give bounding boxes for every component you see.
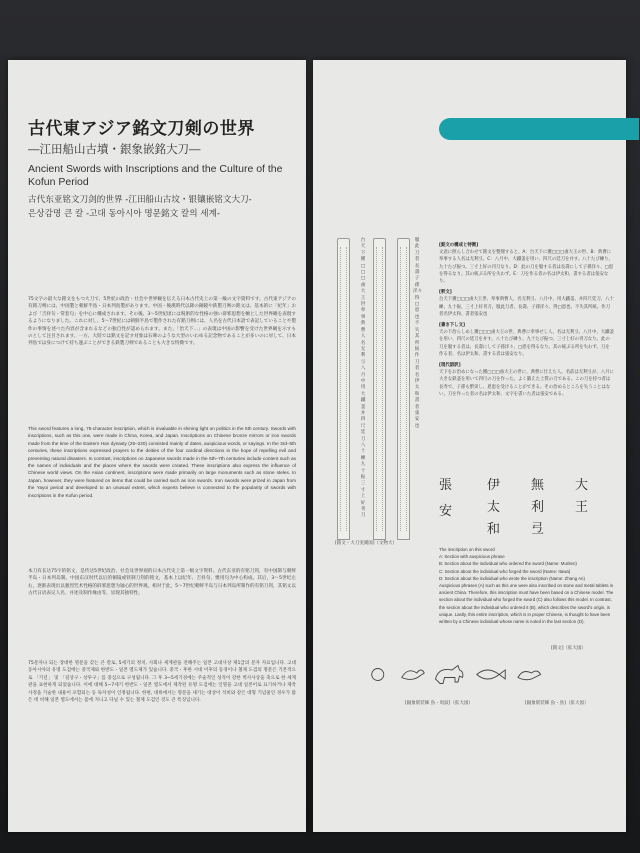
char-wa: 和 (487, 522, 501, 537)
notes-heading-transcription: [釈文] (439, 290, 452, 296)
char-i: 伊 (487, 478, 501, 493)
title-korean: 은상감명 큰 칼 -고대 동아시아 명문銘文 칼의 세계- (28, 209, 220, 219)
bird-figure-icon (402, 670, 425, 679)
inscription-column-front: 台天下獲□□□鹵大王世奉事典曹人名无利弖八月中用大鐵釜并四尺廷刀八十練九十振三寸上好刊刀 (360, 238, 366, 519)
char-dai: 大 (575, 478, 589, 493)
enlarged-characters (433, 474, 605, 544)
char-zhang: 張 (439, 478, 453, 493)
inscription-column-back: 服此刀者長壽子孫洋々得□恩也不失其所統作刀者名伊太和書者張安也 (413, 238, 423, 429)
title-chinese: 古代东亚铭文刀剑的世界 -江田船山古坟・银镶嵌铭文大刀- (28, 195, 252, 205)
notes-english-heading: The inscription on this sword (439, 547, 495, 552)
notes-heading-reading: [書き下し文] (439, 323, 465, 329)
sword-drawing-side (373, 238, 386, 540)
page-title: 古代東アジア銘文刀剣の世界 (28, 119, 255, 139)
sword-drawing-back (397, 238, 410, 540)
char-te: 弖 (531, 522, 545, 537)
notes-text-reading: 天の下治らしめし獲□□□鹵大王の世、典曹に奉事せし人、名は无利弖、八月中、大鐵釜を用い、四尺の廷刀を并す。八十たび練り、九十たび振つ。三寸上好の刊刀なり。此の刀を服する者は、長壽にして子孫洋々、□恩を得るなり。其の統ぶる所を失わず。刀を作る者、名は伊太和、書する者は張安なり。 (439, 330, 614, 357)
notes-english (439, 546, 614, 630)
description-chinese: 本刀有长达75字的铭文，是传达5世纪政治、社会及世界观的日本古代史上第一级文字资料。古代东亚的有铭刀剑，有中国制与朝鲜半岛・日本列岛制。中国东汉时代以后的铜镜或铁制刀剑的铭文，基本上以纪年、吉祥句、惯用句为中心构成。其后，3〜5世纪左右，逐渐表现出以强烈咒术性格的辟邪思想为轴心的世界观。相对于此，5〜7世纪朝鲜半岛与日本列岛所制作的有铭刀剑，其铭文以古代日语表记人名，并述及制作缘由等，显现其独特性。 (28, 569, 296, 597)
inscription-panel (313, 60, 626, 832)
notes-heading-structure: [銘文の構成と特徴] (439, 243, 479, 248)
char-an: 安 (439, 504, 453, 519)
description-english: This sword features a long, 75-character inscription, which is invaluable in shining light on politics in the 5th century. Swords with inscriptions, such as this one, were made in China, Korea, and Japan. Inscriptions on Chinese bronze mirrors or iron swords made from the time of the Eastern Han dynasty (25–220) consisted mainly of dates, auspicious words, or sayings. In the 3rd–5th centuries, these inscriptions expressed prayers to the deities of the four cardinal directions in the hope of repelling evil and preventing natural disasters. In contrast, inscriptions on Japanese swords made in the 5th–7th centuries include content such as the names of individuals and the places where the swords were created. These inscriptions also express the influence of Chinese world views. On the Asian continent, inscriptions were made primarily on large monuments such as stone steles. In Japan, however, they were featured on items that could be carried such as iron swords. Iron swords were prized in Japan from the Yayoi period and developed to an unusual extent, which experts believe is connected to the popularity of swords with inscriptions in the Kofun period. (28, 426, 296, 498)
notes-english-d: D: Section about the individual who wrote the inscription (Name: Zhang An) (439, 575, 585, 581)
silver-inlay-frieze (343, 658, 573, 688)
intro-panel (8, 60, 306, 832)
caption-sword-drawing: [銘文・大刀実測図]（文物大） (335, 541, 398, 546)
notes-text-translation: 天下をお治めになった獲□□□鹵大王の世に、典曹に仕えた人、名前は无利弖が、八月に大きな鉄釜を用いて四尺の刀を作った。よく鍛えた上質の刀である。この刀を持つ者は長寿で、子孫も繁栄し、恩恵を受けることができる。その治めるところを失うことはない。刀を作った者の名は伊太和、文字を書いた者は張安である。 (439, 370, 614, 397)
sword-drawing-front (337, 238, 350, 540)
notes-english-a: A: Section with auspicious phrase (439, 554, 505, 560)
notes-english-c: C: Section about the individual who forged the sword (Name: Itawa) (439, 568, 571, 574)
title-english: Ancient Swords with Inscriptions and the Culture of the Kofun Period (28, 163, 283, 188)
caption-enlarged-characters: [銘文]（拡大図） (551, 646, 587, 651)
notes-text-structure: 文意に照らし合わせて銘文を整理すると、A：台天下に獲□□□鹵大王の世、B：典曹に奉事する人名は无利弖、C：八月中、大鐵釜を用い、四尺の廷刀を并す。八十たび練り、九十たび振つ。三寸上好の刊刀なり。D：此の刀を服する者は長壽にして子孫洋々、□恩を得るなり。其の統ぶる所を失わず。E：刀を作る者の名は伊太和、書する者は張安なり。 (439, 250, 614, 285)
description-korean: 75문자나 되는 장대한 명문을 갖는 큰 칼로, 5세기의 정치, 사회나 세계관을 전해주는 일본 고대사상 제1급의 문자 자료입니다. 고대 동아시아의 유명 도검에는 중국제와 한반도・일본 열도제가 있습니다. 중국・후한 시대 이후의 동경이나 철제 도검의 명문은 기본적으로 「기년」 및 「길상구・상투구」를 중심으로 구성됩니다. 그 후 3~5세기경에는 주술적인 성격이 강한 벽사사상을 축으로 한 세계관을 표현하게 되었습니다. 이에 대해 5~7세기 한반도・일본 열도에서 제작된 유명 도검에는 인명을 고대 일본어로 표기하거나 제작 사정을 기술한 내용이 포함되는 등 독자성이 인정됩니다. 한편, 대륙에서는 명문을 새기는 대상이 석비와 같은 대형 기념물인 경우가 많은 데 비해 일본 열도에서는 몸에 지니고 다닐 수 있는 철제 도검인 것도 큰 특징입니다. (28, 661, 296, 704)
notes-text-transcription: 台天下獲□□□鹵大王世、奉事典曹人、名无利弖、八月中、用大鐵釜、并四尺廷刀、八十練、九十振、三寸上好刊刀、服此刀者、長壽、子孫洋々、得□恩也、不失其所統、作刀者名伊太和、書者張安也 (439, 297, 614, 317)
caption-left-decoration: [銀象嵌装飾 鳥・馬紋]（拡大図） (405, 701, 473, 706)
description-japanese: 75文字の最大な銘文をもつ大刀で、5世紀の政治・社会や世界観を伝える日本古代史上の第一級の文字資料です。古代東アジアの有銘刀剣には、中国製と朝鮮半島・日本列島製があります。中国・後漢時代以降の銅鏡や鉄製刀剣の銘文は、基本的に「紀年」および「吉祥句・常套句」を中心に構成されます。その後、3〜5世紀頃には呪術的な性格の強い辟邪思想を軸とした世界観を表現するようになりました。これに対し、5〜7世紀には朝鮮半島で製作された有銘刀剣には、人名を古代日本語で表記していることや製作の事情を述べた内容が含まれるなどの独自性が認められます。また、「治天下…」の表現は中国の影響を受けた世界観を示すものとして注目されます。一方、大陸では銘文を記す対象は石碑のような大型のいわゆる記念物であることが多いのに対して、日本列島では身につけて持ち運ぶことができる鉄製刀剣であることも大きな特徴です。 (28, 297, 296, 347)
char-mu: 無 (531, 478, 545, 493)
horse-figure-icon (436, 666, 463, 684)
notes-heading-translation: [現代語訳] (439, 363, 461, 369)
page-subtitle: ―江田船山古墳・銀象嵌銘大刀― (28, 142, 201, 156)
caption-right-decoration: [銀象嵌装飾 魚・鳥]（拡大図） (525, 701, 589, 706)
spiral-ornament-icon (372, 669, 384, 681)
char-ta: 太 (487, 500, 501, 515)
bird-figure-2-icon (518, 671, 541, 680)
fish-figure-icon (477, 670, 506, 679)
accent-bar (439, 118, 639, 140)
notes-english-body: Auspicious phrases (A) such as this one were also inscribed on stone and metal tablets in ancient China. Therefore, this inscription must have been based on a Chinese model. The section about the individual who forged the sword (C) also follows this model. In contrast, the section about the individual who ordered it (B), which describes the sword's origin, is unique. Lastly, this entire inscription, which is in proper Chinese, is thought to have been written by a Chinese individual whose name is noted in the last section (D). (439, 583, 614, 625)
notes-english-b: B: Section about the individual who ordered the sword (Name: Muriten) (439, 561, 577, 567)
char-ri: 利 (531, 500, 545, 515)
char-ou: 王 (575, 500, 589, 515)
